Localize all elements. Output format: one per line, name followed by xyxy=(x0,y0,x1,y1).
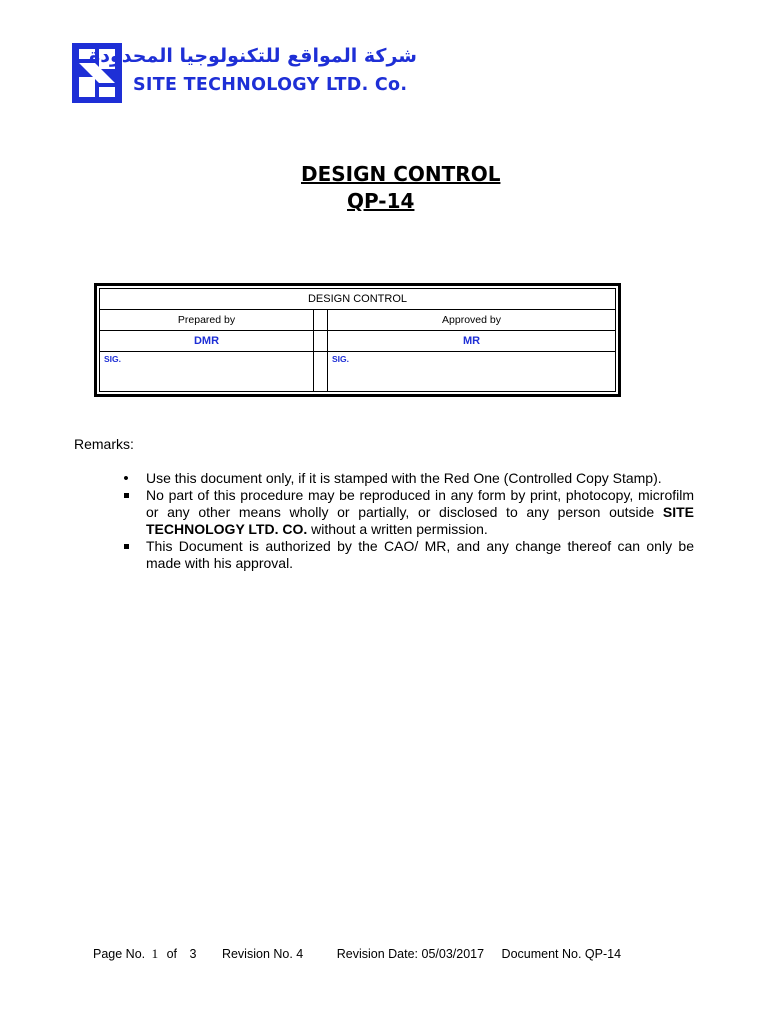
remark-text: This Document is authorized by the CAO/ MR, and any change thereof can only be made with his approval. xyxy=(146,538,694,571)
table-spacer xyxy=(314,310,328,331)
remark-item xyxy=(118,470,694,487)
revision-number: Revision No. 4 xyxy=(221,947,304,961)
document-title: DESIGN CONTROL xyxy=(301,162,501,186)
page-number: 1 xyxy=(151,946,159,961)
remarks-heading: Remarks: xyxy=(74,436,134,452)
remark-text: No part of this procedure may be reproduced in any form by print, photocopy, microfilm or any other means wholly or partially, or disclosed to any person outside xyxy=(146,487,694,520)
square-bullet-icon xyxy=(120,538,132,555)
square-bullet-icon xyxy=(120,487,132,504)
approval-table-title: DESIGN CONTROL xyxy=(100,289,616,310)
approved-role: MR xyxy=(328,331,616,352)
approval-table xyxy=(99,288,616,392)
company-name-bold: SITE TECHNOLOGY LTD. CO. xyxy=(146,504,694,537)
document-number: Document No. QP-14 xyxy=(501,947,622,961)
page-of-label: of xyxy=(166,947,178,961)
company-name-english: SITE TECHNOLOGY LTD. Co. xyxy=(133,75,408,95)
document-code: QP-14 xyxy=(347,189,415,213)
remarks-list xyxy=(118,470,694,572)
company-name-arabic: شركة المواقع للتكنولوجيا المحدودة xyxy=(89,45,417,67)
bullet-icon xyxy=(120,470,132,487)
prepared-signature-field: SIG. xyxy=(100,352,314,392)
remark-text-tail: without a written permission. xyxy=(307,521,488,537)
table-spacer xyxy=(314,352,328,392)
page-footer xyxy=(93,946,621,962)
page-label: Page No. xyxy=(93,947,146,961)
remark-item xyxy=(118,487,694,538)
revision-date: Revision Date: 05/03/2017 xyxy=(336,947,485,961)
prepared-role: DMR xyxy=(100,331,314,352)
approved-signature-field: SIG. xyxy=(328,352,616,392)
remark-item xyxy=(118,538,694,572)
prepared-by-label: Prepared by xyxy=(100,310,314,331)
table-spacer xyxy=(314,331,328,352)
remark-text: Use this document only, if it is stamped with the Red One (Controlled Copy Stamp). xyxy=(146,470,662,486)
approval-box xyxy=(94,283,621,397)
approved-by-label: Approved by xyxy=(328,310,616,331)
page-total: 3 xyxy=(189,947,197,961)
